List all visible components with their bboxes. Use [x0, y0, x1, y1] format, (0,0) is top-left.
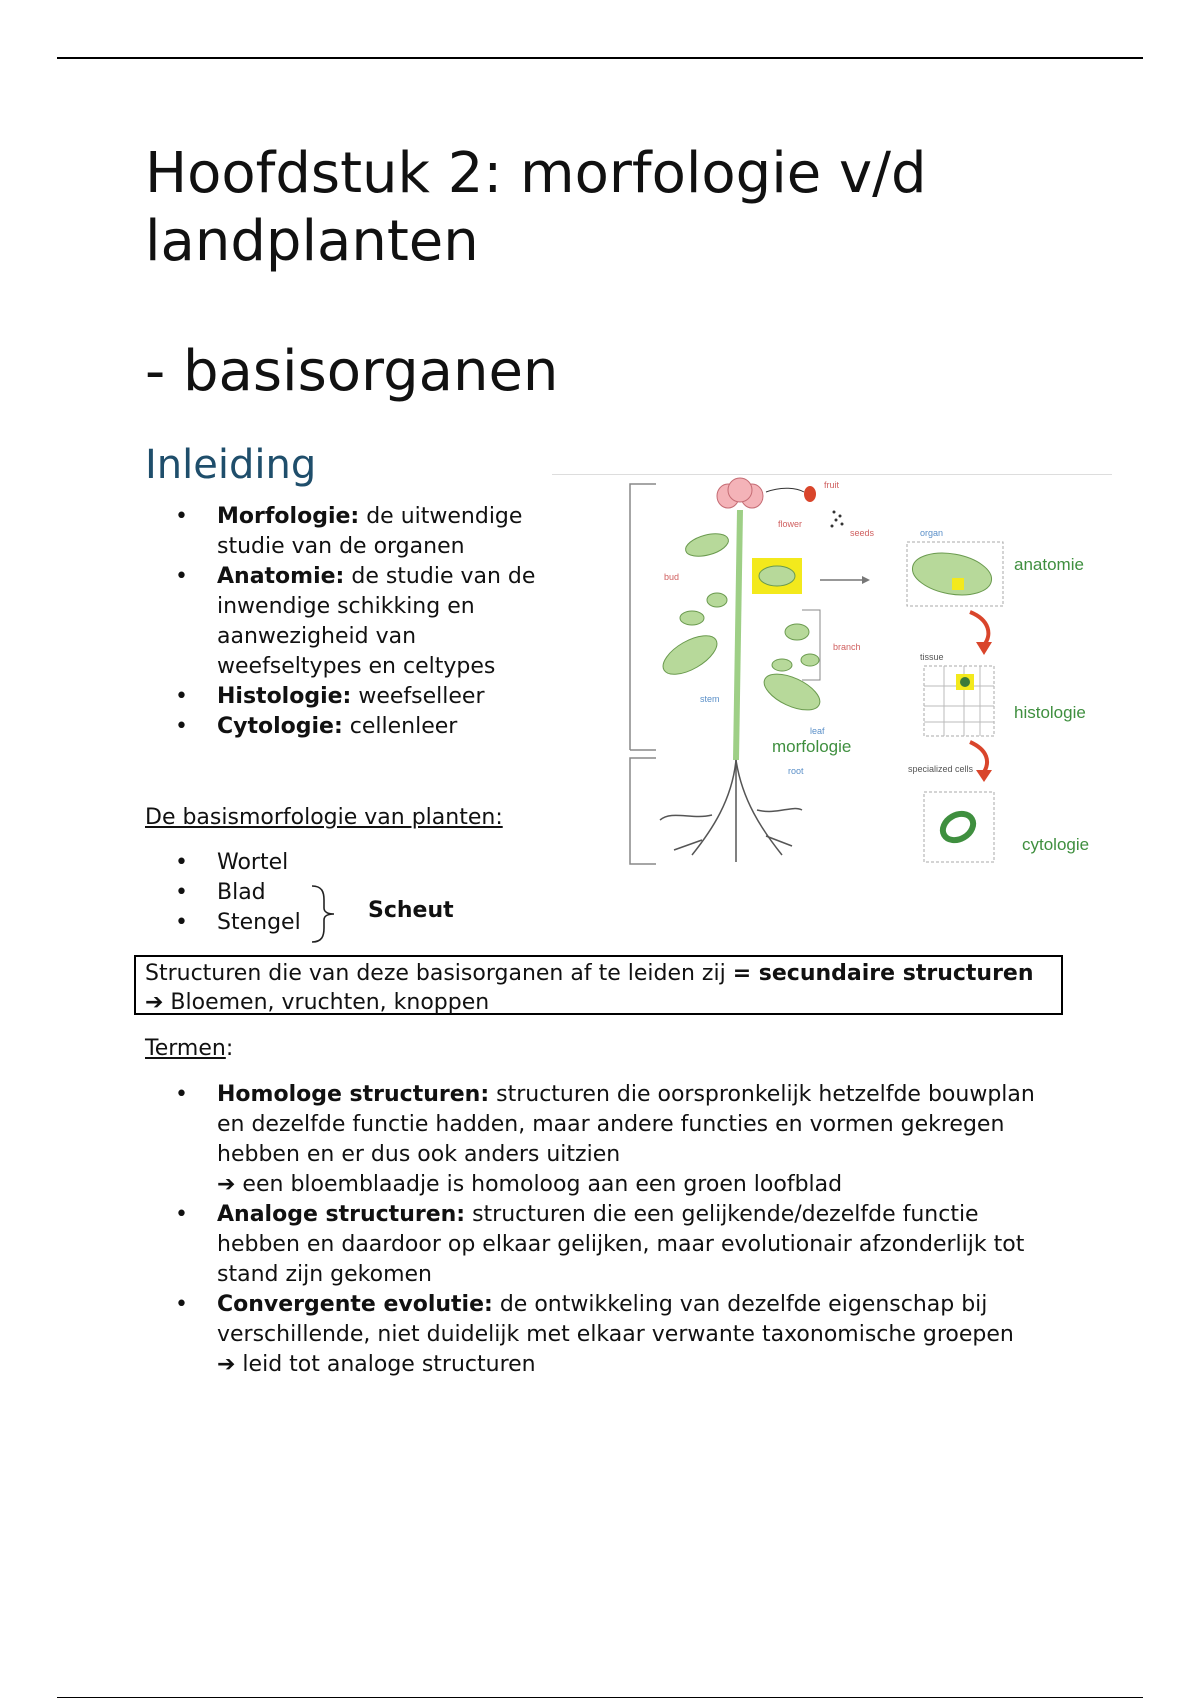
label-cytologie: cytologie: [1022, 835, 1090, 854]
label-bud: bud: [664, 572, 680, 582]
label-seeds: seeds: [850, 528, 875, 538]
termen-heading-text: Termen: [145, 1036, 226, 1061]
label-specialized-cells: specialized cells: [908, 764, 974, 774]
box-text: Bloemen, vruchten, knoppen: [163, 990, 490, 1015]
term-label: Homologe structuren:: [217, 1082, 490, 1107]
label-leaf: leaf: [810, 726, 825, 736]
box-bold-text: = secundaire structuren: [732, 961, 1034, 986]
page-subtitle: - basisorganen: [145, 339, 559, 404]
bottom-rule: [57, 1697, 1143, 1698]
termen-heading: [145, 1034, 233, 1064]
term-note: een bloemblaadje is homoloog aan een groen loofblad: [235, 1172, 843, 1197]
term-text: structuren die oorspronkelijk hetzelfde bouwplan en dezelfde functie hadden, maar andere functies en vormen gekregen hebben en er dus ook anders uitzien: [217, 1082, 1035, 1167]
term-label: Cytologie:: [217, 714, 343, 739]
label-tissue: tissue: [920, 652, 944, 662]
section-heading-inleiding: Inleiding: [145, 442, 317, 488]
list-item: [145, 562, 545, 682]
arrow-icon: ➔: [217, 1172, 236, 1197]
top-rule: [57, 57, 1143, 59]
curly-brace-icon: [308, 884, 348, 944]
termen-colon: :: [225, 1036, 234, 1061]
box-text: Structuren die van deze basisorganen af te leiden zij: [145, 961, 733, 986]
label-histologie: histologie: [1014, 703, 1086, 722]
term-text: de studie van de inwendige schikking en aanwezigheid van weefseltypes en celtypes: [217, 564, 536, 679]
basis-heading: De basismorfologie van planten:: [145, 805, 503, 830]
label-morfologie: morfologie: [772, 737, 852, 756]
label-root: root: [788, 766, 804, 776]
label-organ: organ: [920, 528, 944, 538]
term-label: Morfologie:: [217, 504, 360, 529]
plant-morphology-diagram: [552, 470, 1112, 870]
label-flower: flower: [778, 519, 803, 529]
label-fruit: fruit: [824, 480, 840, 490]
term-text: structuren die een gelijkende/dezelfde functie hebben en daardoor op elkaar gelijken, maar evolutionair afzonderlijk tot stand zijn gekomen: [217, 1202, 1025, 1287]
list-item: [145, 1080, 1065, 1200]
term-label: Convergente evolutie:: [217, 1292, 493, 1317]
list-item: [145, 502, 545, 562]
term-note: leid tot analoge structuren: [235, 1352, 536, 1377]
label-stem: stem: [700, 694, 720, 704]
term-label: Histologie:: [217, 684, 352, 709]
definitions-list: [145, 502, 545, 742]
box-line-2: [145, 988, 1052, 1017]
term-label: Analoge structuren:: [217, 1202, 466, 1227]
term-label: Anatomie:: [217, 564, 345, 589]
list-item: [145, 1200, 1065, 1290]
list-item: [145, 682, 545, 712]
basis-item: Wortel: [217, 850, 289, 875]
arrow-icon: ➔: [217, 1352, 236, 1377]
label-anatomie: anatomie: [1014, 555, 1084, 574]
list-item: [145, 1290, 1065, 1380]
term-text: de ontwikkeling van dezelfde eigenschap bij verschillende, niet duidelijk met elkaar verwante taxonomische groepen: [217, 1292, 1014, 1347]
basis-item: Blad: [217, 880, 266, 905]
term-text: cellenleer: [342, 714, 458, 739]
page-title: Hoofdstuk 2: morfologie v/d landplanten: [145, 141, 927, 274]
list-item: [145, 848, 445, 878]
scheut-label: Scheut: [368, 898, 454, 923]
list-item: [145, 712, 545, 742]
basis-item: Stengel: [217, 910, 301, 935]
arrow-icon: ➔: [145, 990, 164, 1015]
box-line-1: [145, 959, 1052, 988]
term-text: de uitwendige studie van de organen: [217, 504, 523, 559]
secondary-structures-box: [134, 955, 1063, 1015]
term-text: weefselleer: [351, 684, 485, 709]
terms-list: [145, 1080, 1065, 1380]
label-branch: branch: [833, 642, 861, 652]
